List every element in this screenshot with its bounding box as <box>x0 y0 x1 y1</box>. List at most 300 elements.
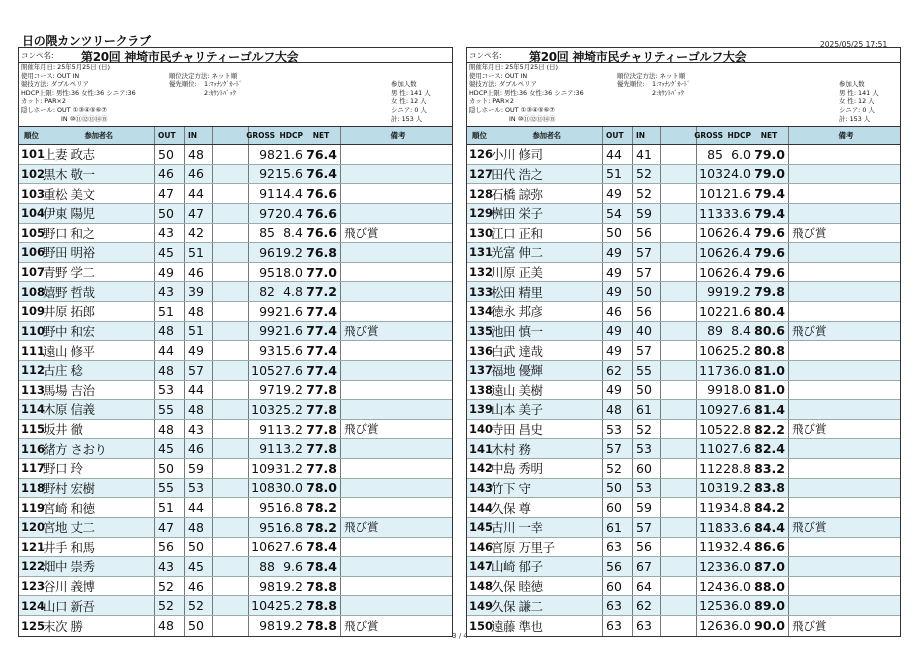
cell-out: 47 <box>155 518 185 537</box>
info-rank-method: 順位決定方法: ネット順 <box>617 71 686 80</box>
cell-note: 飛び賞 <box>344 225 379 240</box>
cell-hdcp: 14.4 <box>275 186 303 202</box>
cell-gross: 95 <box>259 264 275 280</box>
info-date: 開催年月日: 25年5月25日 (日) <box>469 63 559 71</box>
cell-out: 60 <box>603 498 633 517</box>
cell-name: 石橋 諒弥 <box>489 184 603 203</box>
col-rank: 順位 <box>24 131 39 140</box>
cell-net: 78.2 <box>305 518 341 537</box>
cell-spacer <box>661 538 697 557</box>
table-row <box>19 263 452 283</box>
cell-rank: 110 <box>21 323 46 338</box>
cell-spacer <box>661 361 697 380</box>
cell-note <box>341 361 452 380</box>
info-participants-label: 参加人数 <box>839 80 865 89</box>
cell-hdcp: 21.6 <box>275 303 303 319</box>
cell-note <box>789 439 900 458</box>
cell-out: 48 <box>603 400 633 419</box>
cell-gross: 99 <box>259 323 275 339</box>
cell-gross: 98 <box>259 578 275 594</box>
cell-spacer <box>213 400 249 419</box>
title-bar <box>467 48 900 63</box>
cell-hdcp: 27.6 <box>723 441 751 457</box>
cell-out: 48 <box>155 420 185 439</box>
cell-note <box>789 204 900 223</box>
cell-spacer <box>213 557 249 576</box>
cell-out: 49 <box>603 184 633 203</box>
cell-hdcp: 6.0 <box>731 146 751 162</box>
cell-net: 76.8 <box>305 243 341 262</box>
cell-gross: 106 <box>699 225 723 241</box>
cell-gross: 85 <box>707 146 723 162</box>
cell-out: 43 <box>155 557 185 576</box>
cell-net: 82.4 <box>753 439 789 458</box>
table-row <box>19 184 452 204</box>
cell-spacer <box>661 479 697 498</box>
cell-in: 63 <box>633 616 661 636</box>
cell-rank: 121 <box>21 539 46 554</box>
cell-spacer <box>661 577 697 596</box>
cell-gross: 85 <box>259 225 275 241</box>
cell-rank: 148 <box>469 579 494 594</box>
cell-name: 黒木 敬一 <box>41 165 155 184</box>
cell-in: 51 <box>185 243 213 262</box>
cell-hdcp: 24.0 <box>723 166 751 182</box>
cell-hdcp: 36.0 <box>723 362 751 378</box>
cell-hdcp: 15.6 <box>275 343 303 359</box>
cell-gross: 101 <box>699 186 723 202</box>
cell-note <box>789 263 900 282</box>
cell-rank: 101 <box>21 147 46 162</box>
cell-hdcp: 21.6 <box>275 323 303 339</box>
cell-in: 48 <box>185 400 213 419</box>
cell-in: 51 <box>185 322 213 341</box>
table-row <box>467 224 900 244</box>
cell-spacer <box>661 381 697 400</box>
table-row <box>467 243 900 263</box>
cell-hdcp: 13.2 <box>275 441 303 457</box>
cell-gross: 92 <box>259 166 275 182</box>
table-row <box>467 302 900 322</box>
cell-note <box>789 459 900 478</box>
cell-name: 古庄 稔 <box>41 361 155 380</box>
cell-gross: 99 <box>707 284 723 300</box>
cell-in: 57 <box>633 263 661 282</box>
cell-hdcp: 33.6 <box>723 519 751 535</box>
cell-note <box>341 538 452 557</box>
cell-name: 宮原 万里子 <box>489 538 603 557</box>
cell-gross: 89 <box>707 323 723 339</box>
cell-net: 84.4 <box>753 518 789 537</box>
competition-title: 第20回 神埼市民チャリティーゴルフ大会 <box>81 50 299 64</box>
cell-in: 52 <box>633 184 661 203</box>
cell-net: 76.6 <box>305 184 341 203</box>
cell-name: 江口 正和 <box>489 224 603 243</box>
cell-rank: 141 <box>469 441 494 456</box>
cell-gross: 97 <box>259 382 275 398</box>
cell-rank: 112 <box>21 363 46 378</box>
cell-net: 78.8 <box>305 577 341 596</box>
cell-out: 49 <box>603 322 633 341</box>
cell-gross: 109 <box>699 401 723 417</box>
cell-name: 畑中 崇秀 <box>41 557 155 576</box>
cell-out: 49 <box>603 341 633 360</box>
info-total: 計: 153 人 <box>391 114 423 123</box>
cell-note <box>341 145 452 164</box>
cell-rank: 144 <box>469 500 494 515</box>
cell-note <box>341 577 452 596</box>
cell-gross: 113 <box>699 205 723 221</box>
cell-net: 78.2 <box>305 498 341 517</box>
cell-rank: 150 <box>469 618 494 633</box>
cell-rank: 143 <box>469 480 494 495</box>
cell-hdcp: 25.2 <box>275 598 303 614</box>
cell-net: 78.4 <box>305 557 341 576</box>
cell-rank: 137 <box>469 363 494 378</box>
cell-name: 重松 美文 <box>41 184 155 203</box>
cell-spacer <box>213 302 249 321</box>
cell-rank: 120 <box>21 520 46 535</box>
cell-net: 77.0 <box>305 263 341 282</box>
cell-spacer <box>213 498 249 517</box>
cell-spacer <box>661 243 697 262</box>
cell-in: 56 <box>633 538 661 557</box>
cell-gross: 98 <box>259 618 275 634</box>
cell-spacer <box>213 282 249 301</box>
info-priority-1: 1:ﾏｯﾁﾝｸﾞｶｰﾄﾞ <box>652 80 691 89</box>
cell-name: 山口 新吾 <box>41 596 155 615</box>
table-row <box>467 538 900 558</box>
cell-gross: 106 <box>251 539 275 555</box>
cell-out: 50 <box>155 145 185 164</box>
cell-out: 44 <box>603 145 633 164</box>
cell-rank: 129 <box>469 206 494 221</box>
info-participants-label: 参加人数 <box>391 80 417 89</box>
col-name: 参加者名 <box>489 127 603 144</box>
cell-gross: 105 <box>699 421 723 437</box>
cell-hdcp: 8.4 <box>283 225 303 241</box>
title-bar <box>19 48 452 63</box>
cell-note <box>341 204 452 223</box>
cell-note: 飛び賞 <box>792 422 827 437</box>
cell-hdcp: 9.6 <box>283 558 303 574</box>
cell-spacer <box>213 420 249 439</box>
cell-note: 飛び賞 <box>344 323 379 338</box>
cell-hdcp: 4.8 <box>283 284 303 300</box>
cell-rank: 127 <box>469 166 494 181</box>
cell-hdcp: 20.4 <box>275 205 303 221</box>
competition-info <box>467 63 900 127</box>
cell-in: 52 <box>633 165 661 184</box>
cell-out: 45 <box>155 439 185 458</box>
info-date: 開催年月日: 25年5月25日 (日) <box>21 63 111 71</box>
cell-hdcp: 8.4 <box>731 323 751 339</box>
cell-rank: 140 <box>469 422 494 437</box>
cell-spacer <box>661 322 697 341</box>
cell-out: 50 <box>155 204 185 223</box>
cell-name: 遠山 修平 <box>41 341 155 360</box>
cell-hdcp: 36.0 <box>723 618 751 634</box>
cell-out: 60 <box>603 577 633 596</box>
cell-gross: 119 <box>699 539 723 555</box>
cell-name: 木原 信義 <box>41 400 155 419</box>
cell-spacer <box>661 302 697 321</box>
col-in: IN <box>633 127 661 144</box>
cell-name: 山本 美子 <box>489 400 603 419</box>
cell-hdcp: 19.2 <box>723 284 751 300</box>
col-spacer <box>661 127 697 144</box>
cell-in: 59 <box>633 498 661 517</box>
cell-name: 池田 慎一 <box>489 322 603 341</box>
cell-gross: 106 <box>699 343 723 359</box>
table-row <box>467 400 900 420</box>
cell-name: 馬場 吉治 <box>41 381 155 400</box>
cell-gross: 99 <box>707 382 723 398</box>
cell-rank: 113 <box>21 382 46 397</box>
cell-net: 79.6 <box>753 243 789 262</box>
cell-in: 48 <box>185 518 213 537</box>
table-row <box>467 282 900 302</box>
cell-note <box>789 596 900 615</box>
cell-hdcp: 26.4 <box>723 264 751 280</box>
cell-gross: 110 <box>699 441 723 457</box>
cell-out: 55 <box>155 400 185 419</box>
cell-out: 61 <box>603 518 633 537</box>
cell-net: 88.0 <box>753 577 789 596</box>
cell-in: 59 <box>633 204 661 223</box>
cell-name: 青野 学二 <box>41 263 155 282</box>
cell-in: 53 <box>633 479 661 498</box>
cell-name: 宮崎 和徳 <box>41 498 155 517</box>
cell-in: 48 <box>185 302 213 321</box>
info-rank-method: 順位決定方法: ネット順 <box>169 71 238 80</box>
cell-rank: 115 <box>21 422 46 437</box>
cell-rank: 122 <box>21 559 46 574</box>
cell-spacer <box>661 145 697 164</box>
cell-name: 山崎 郁子 <box>489 557 603 576</box>
cell-net: 77.4 <box>305 302 341 321</box>
cell-net: 78.8 <box>305 596 341 615</box>
cell-spacer <box>213 165 249 184</box>
cell-hdcp: 15.6 <box>275 166 303 182</box>
table-row <box>19 165 452 185</box>
cell-spacer <box>661 341 697 360</box>
table-row <box>467 518 900 538</box>
cell-name: 遠藤 準也 <box>489 616 603 636</box>
cell-net: 76.6 <box>305 224 341 243</box>
cell-net: 90.0 <box>753 616 789 636</box>
cell-in: 52 <box>633 420 661 439</box>
cell-name: 小川 修司 <box>489 145 603 164</box>
cell-name: 井手 和馬 <box>41 538 155 557</box>
cell-hdcp: 30.0 <box>275 480 303 496</box>
cell-spacer <box>661 557 697 576</box>
table-row <box>19 322 452 342</box>
cell-note <box>789 184 900 203</box>
cell-rank: 147 <box>469 559 494 574</box>
cell-net: 78.4 <box>305 538 341 557</box>
cell-in: 44 <box>185 184 213 203</box>
cell-note <box>341 381 452 400</box>
cell-name: 久保 睦徳 <box>489 577 603 596</box>
info-total: 計: 153 人 <box>839 114 871 123</box>
cell-note <box>789 341 900 360</box>
table-row <box>19 557 452 577</box>
cell-gross: 123 <box>699 558 723 574</box>
info-senior: シニア: 0 人 <box>839 106 875 114</box>
table-row <box>467 498 900 518</box>
cell-note <box>341 498 452 517</box>
cell-net: 79.6 <box>753 263 789 282</box>
cell-net: 89.0 <box>753 596 789 615</box>
cell-rank: 134 <box>469 304 494 319</box>
cell-net: 79.4 <box>753 204 789 223</box>
cell-rank: 114 <box>21 402 46 417</box>
cell-out: 50 <box>603 224 633 243</box>
cell-note <box>789 577 900 596</box>
competition-info <box>19 63 452 127</box>
cell-spacer <box>213 145 249 164</box>
cell-net: 77.8 <box>305 459 341 478</box>
cell-rank: 139 <box>469 402 494 417</box>
cell-rank: 106 <box>21 245 46 260</box>
cell-note: 飛び賞 <box>344 520 379 535</box>
cell-gross: 104 <box>251 598 275 614</box>
cell-gross: 97 <box>259 205 275 221</box>
cell-net: 84.2 <box>753 498 789 517</box>
cell-gross: 91 <box>259 186 275 202</box>
cell-name: 野村 宏樹 <box>41 479 155 498</box>
cell-net: 77.8 <box>305 420 341 439</box>
info-hidden-in: IN ⑩⑪⑫⑬⑭⑮ <box>61 114 108 123</box>
table-row <box>467 361 900 381</box>
cell-spacer <box>661 459 697 478</box>
cell-rank: 103 <box>21 186 46 201</box>
table-row <box>19 282 452 302</box>
cell-net: 83.2 <box>753 459 789 478</box>
cell-hdcp: 16.8 <box>275 519 303 535</box>
table-row <box>19 479 452 499</box>
cell-rank: 132 <box>469 265 494 280</box>
cell-rank: 128 <box>469 186 494 201</box>
cell-spacer <box>213 596 249 615</box>
cell-gross: 103 <box>699 480 723 496</box>
cell-rank: 131 <box>469 245 494 260</box>
table-row <box>19 381 452 401</box>
cell-gross: 91 <box>259 441 275 457</box>
cell-hdcp: 36.0 <box>723 578 751 594</box>
cell-spacer <box>213 224 249 243</box>
table-row <box>19 400 452 420</box>
col-in: IN <box>185 127 213 144</box>
cell-note <box>341 400 452 419</box>
cell-note <box>789 381 900 400</box>
cell-spacer <box>661 184 697 203</box>
results-panel-left <box>18 47 453 637</box>
cell-gross: 108 <box>251 480 275 496</box>
cell-hdcp: 21.6 <box>723 186 751 202</box>
cell-in: 53 <box>185 479 213 498</box>
cell-hdcp: 25.2 <box>275 401 303 417</box>
cell-out: 63 <box>603 538 633 557</box>
info-priority-1: 1:ﾏｯﾁﾝｸﾞｶｰﾄﾞ <box>204 80 243 89</box>
info-priority: 優先順位: <box>169 80 197 89</box>
cell-in: 57 <box>185 361 213 380</box>
cell-hdcp: 21.6 <box>275 146 303 162</box>
cell-net: 87.0 <box>753 557 789 576</box>
results-body-left <box>19 145 452 636</box>
cell-in: 57 <box>633 341 661 360</box>
cell-gross: 98 <box>259 146 275 162</box>
cell-name: 井原 拓郎 <box>41 302 155 321</box>
cell-note <box>789 145 900 164</box>
cell-note <box>341 459 452 478</box>
col-spacer <box>213 127 249 144</box>
cell-spacer <box>213 381 249 400</box>
cell-name: 寺田 昌史 <box>489 420 603 439</box>
cell-out: 45 <box>155 243 185 262</box>
cell-hdcp: 19.2 <box>275 578 303 594</box>
info-course: 使用コース: OUT IN <box>21 71 80 80</box>
cell-in: 39 <box>185 282 213 301</box>
cell-net: 81.4 <box>753 400 789 419</box>
cell-note <box>789 243 900 262</box>
cell-name: 野田 明裕 <box>41 243 155 262</box>
cell-hdcp: 26.4 <box>723 244 751 260</box>
cell-note <box>341 184 452 203</box>
cell-gross: 125 <box>699 598 723 614</box>
table-row <box>467 145 900 165</box>
cell-out: 50 <box>155 459 185 478</box>
cell-note <box>789 538 900 557</box>
cell-name: 伊東 陽児 <box>41 204 155 223</box>
table-row <box>467 184 900 204</box>
cell-spacer <box>661 282 697 301</box>
cell-out: 53 <box>603 420 633 439</box>
table-row <box>467 596 900 616</box>
cell-hdcp: 32.4 <box>723 539 751 555</box>
cell-gross: 119 <box>699 500 723 516</box>
cell-out: 47 <box>155 184 185 203</box>
cell-name: 久保 謙二 <box>489 596 603 615</box>
cell-net: 79.8 <box>753 282 789 301</box>
competition-label: コンペ名: <box>469 51 502 60</box>
info-priority-2: 2:ｶｳﾝﾄﾊﾞｯｸ <box>652 88 684 97</box>
col-rank: 順位 <box>472 131 487 140</box>
cell-name: 福地 優輝 <box>489 361 603 380</box>
cell-hdcp: 26.4 <box>723 225 751 241</box>
cell-in: 46 <box>185 165 213 184</box>
cell-in: 48 <box>185 145 213 164</box>
info-senior: シニア: 0 人 <box>391 106 427 114</box>
cell-spacer <box>661 420 697 439</box>
cell-net: 77.8 <box>305 381 341 400</box>
table-row <box>19 596 452 616</box>
cell-out: 46 <box>603 302 633 321</box>
cell-rank: 107 <box>21 265 46 280</box>
cell-in: 50 <box>185 616 213 636</box>
cell-gross: 103 <box>699 166 723 182</box>
cell-out: 52 <box>155 596 185 615</box>
cell-out: 63 <box>603 616 633 636</box>
cell-name: 竹下 守 <box>489 479 603 498</box>
competition-title: 第20回 神埼市民チャリティーゴルフ大会 <box>529 50 747 64</box>
cell-out: 49 <box>603 263 633 282</box>
cell-hdcp: 36.0 <box>723 558 751 574</box>
cell-in: 46 <box>185 263 213 282</box>
cell-spacer <box>213 459 249 478</box>
cell-rank: 130 <box>469 225 494 240</box>
